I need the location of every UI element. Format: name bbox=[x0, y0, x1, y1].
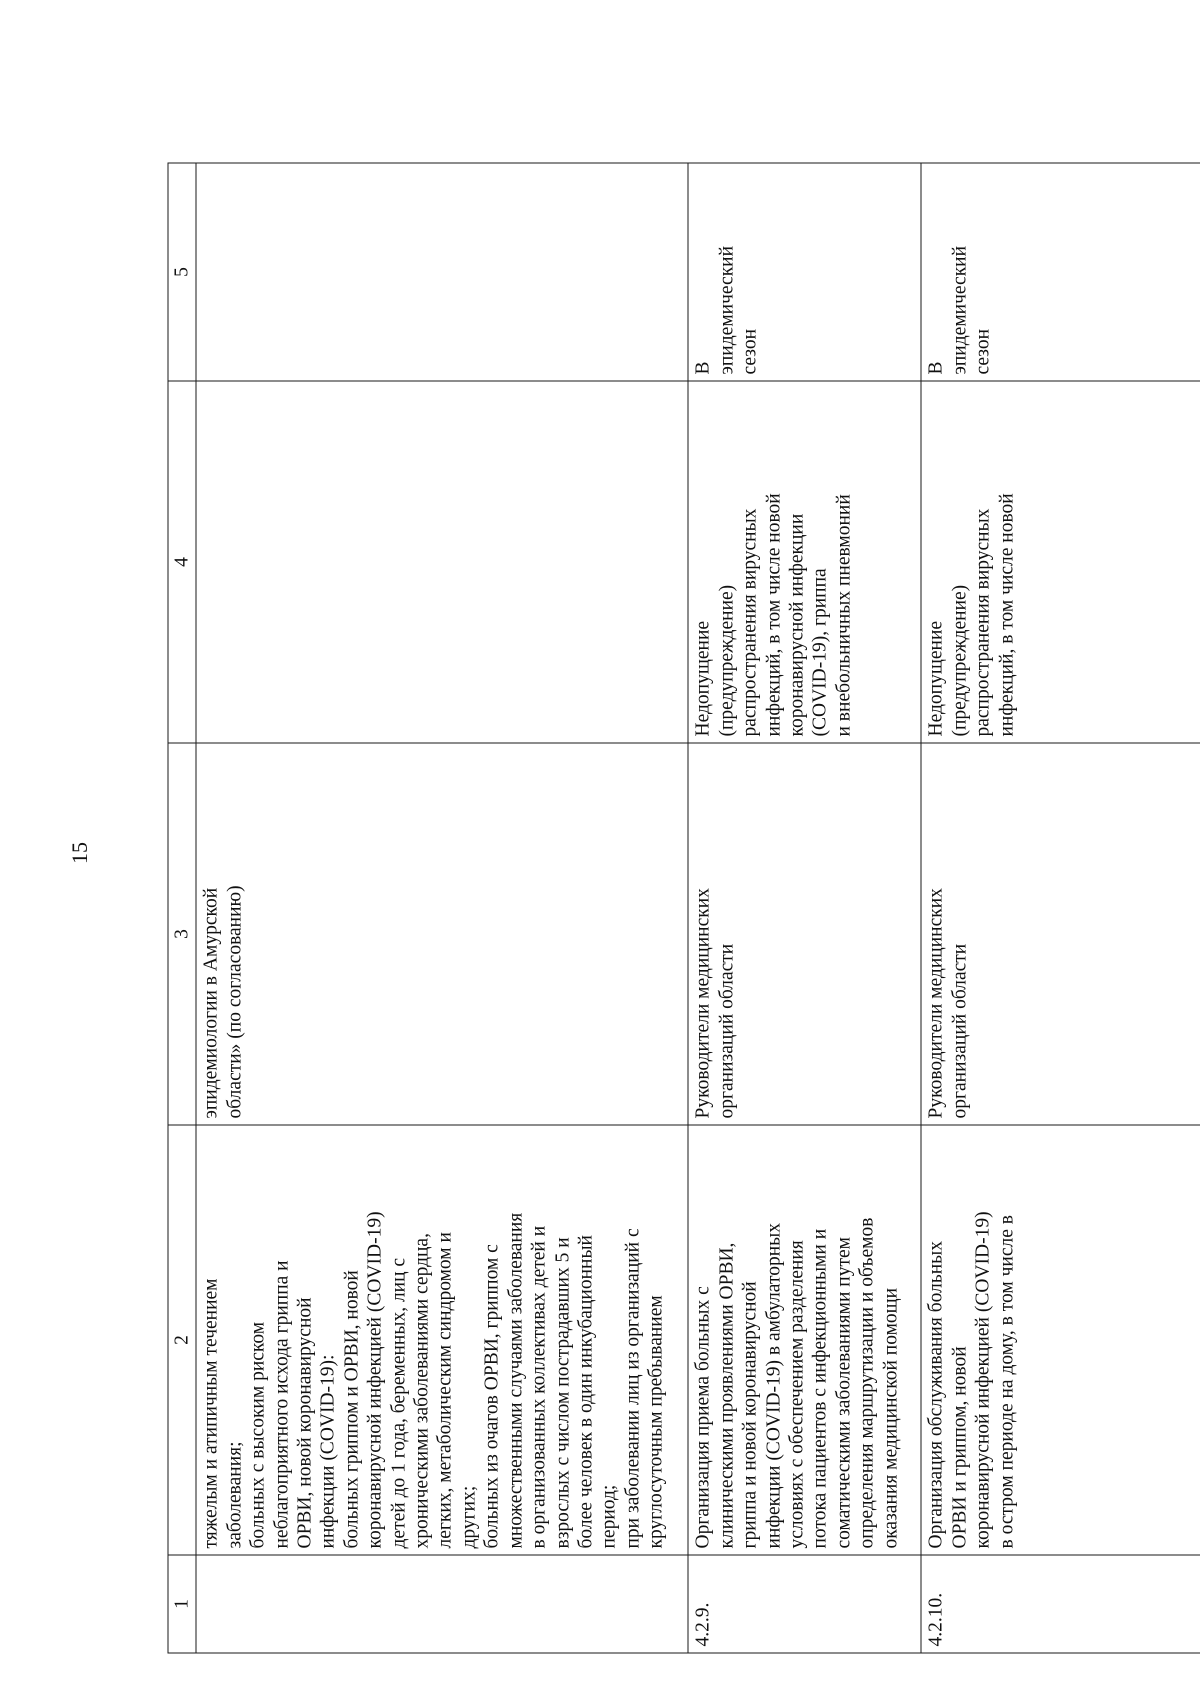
table-header-row bbox=[168, 163, 196, 1653]
header-cell: 3 bbox=[168, 743, 196, 1125]
term-cell: В эпидемический сезон bbox=[921, 163, 1200, 381]
table-row bbox=[196, 163, 688, 1653]
header-cell: 1 bbox=[168, 1555, 196, 1653]
goal-cell: Недопущение (предупреждение) распространения вирусных инфекций, в том числе новой коронавирусной инфекции (COVID-19), гриппа и внебольничных пневмоний bbox=[688, 381, 921, 743]
header-cell: 4 bbox=[168, 381, 196, 743]
table-row bbox=[921, 163, 1200, 1653]
page-number: 15 bbox=[67, 842, 92, 864]
responsible-cell: Руководители медицинских организаций области bbox=[921, 743, 1200, 1125]
measures-table bbox=[168, 162, 1200, 1653]
measure-cell: Организация приема больных с клиническими проявлениями ОРВИ, гриппа и новой коронавирусной инфекции (COVID-19) в амбулаторных условиях с обеспечением разделения потока пациентов с инфекционными и соматическими заболеваниями путем определения маршрутизации и объемов оказания медицинской помощи bbox=[688, 1125, 921, 1555]
measure-cell: Организация обслуживания больных ОРВИ и гриппом, новой коронавирусной инфекцией (COVID-19) в остром периоде на дому, в том числе в bbox=[921, 1125, 1200, 1555]
row-number-cell: 4.2.9. bbox=[688, 1555, 921, 1653]
header-cell: 5 bbox=[168, 163, 196, 381]
row-number-cell: 4.2.10. bbox=[921, 1555, 1200, 1653]
term-cell: В эпидемический сезон bbox=[688, 163, 921, 381]
table-row bbox=[688, 163, 921, 1653]
header-cell: 2 bbox=[168, 1125, 196, 1555]
row-number-cell bbox=[196, 1555, 688, 1653]
goal-cell: Недопущение (предупреждение) распространения вирусных инфекций, в том числе новой bbox=[921, 381, 1200, 743]
responsible-cell: эпидемиологии в Амурской области» (по согласованию) bbox=[196, 743, 688, 1125]
measure-cell: тяжелым и атипичным течением заболевания; больных с высоким риском неблагоприятного исхода гриппа и ОРВИ, новой коронавирусной инфекции (COVID-19): больных гриппом и ОРВИ, новой коронавирусной инфекцией (COVID-19) детей до 1 года, беременных, лиц с хроническими заболеваниями сердца, легких, метаболическим синдромом и других; больных из очагов ОРВИ, гриппом с множественными случаями заболевания в организованных коллективах детей и взрослых с числом пострадавших 5 и более человек в один инкубационный период; при заболевании лиц из организаций с круглосуточным пребыванием bbox=[196, 1125, 688, 1555]
responsible-cell: Руководители медицинских организаций области bbox=[688, 743, 921, 1125]
goal-cell bbox=[196, 381, 688, 743]
term-cell bbox=[196, 163, 688, 381]
rotated-table-container bbox=[168, 163, 1200, 1653]
